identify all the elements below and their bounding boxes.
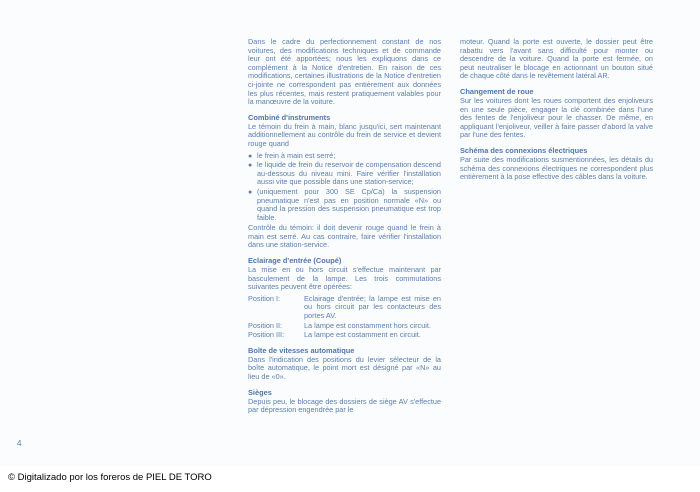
position-row — [248, 331, 441, 340]
roue-paragraph: Sur les voitures dont les roues comportent des enjoliveurs en une seule pièce, engager la clé combinée dans l'une des fentes de l'enjoliveur pour le chasser. De même, en appliquant l'enjoliveur, veiller à faire passer d'abord la valve par l'une des fentes. — [460, 95, 653, 140]
right-column — [460, 38, 653, 185]
boite-paragraph: Dans l'indication des positions du levier sélecteur de la boîte automatique, le point mort est désigné par «N» au lieu de «0». — [248, 354, 441, 381]
position-label: Position III: — [248, 330, 285, 340]
position-text: La lampe est constamment hors circuit. — [304, 320, 431, 330]
bullet-icon: ● — [248, 162, 253, 170]
bullet-icon: ● — [248, 152, 253, 160]
instruments-paragraph: Le témoin du frein à main, blanc jusqu'ici, sert maintenant additionnellement au contrôle du frein de service et devient rouge quand — [248, 121, 441, 148]
schema-paragraph: Par suite des modifications susmentionnées, les détails du schéma des connexions électriques ne correspondent plus entièrement à la pose effective des câbles dans la voiture. — [460, 154, 653, 182]
list-item: ● (uniquement pour 300 SE Cp/Ca) la suspension pneumatique n'est pas en position normale «N» ou quand la pression des suspension pneumatique est trop faible. — [248, 186, 441, 222]
positions-list — [248, 295, 441, 340]
bullet-icon: ● — [248, 188, 253, 196]
position-label: Position I: — [248, 293, 281, 303]
instruments-heading: Combiné d'instruments — [248, 112, 331, 122]
position-text: La lampe est costamment en circuit. — [304, 330, 421, 340]
sieges-continuation-paragraph: moteur. Quand la porte est ouverte, le dossier peut être rabattu vers l'avant sans difficulté pour monter ou descendre de la voiture. Quand la porte est fermée, on peut neutraliser le blocage en actionnant un bouton situé de chaque côté dans le revêtement latéral AR. — [460, 37, 653, 81]
sieges-heading: Sièges — [248, 387, 272, 397]
position-row — [248, 295, 441, 321]
control-paragraph: Contrôle du témoin: il doit devenir rouge quand le frein à main est serré. Au cas contraire, faire vérifier l'installation dans une station-service. — [248, 223, 441, 250]
position-label: Position II: — [248, 320, 283, 330]
eclairage-paragraph: La mise en ou hors circuit s'effectue maintenant par basculement de la lampe. Les trois commutations suivantes peuvent être opérées: — [248, 265, 441, 292]
instruments-bullet-list — [248, 152, 441, 223]
roue-heading: Changement de roue — [460, 86, 534, 96]
list-item: ● le frein à main est serré; — [248, 150, 336, 160]
list-item: ● le liquide de frein du reservoir de compensation descend au-dessous du niveau mini. Faire vérifier l'installation aussi vite que possible dans une station-service; — [248, 160, 441, 187]
boite-heading: Boîte de vitesses automatique — [248, 345, 355, 355]
position-row — [248, 322, 441, 331]
eclairage-heading: Eclairage d'entrée (Coupé) — [248, 256, 342, 266]
position-text: Eclairage d'entrée; la lampe est mise en ou hors circuit par les contacteurs des portes AV. — [304, 293, 441, 321]
left-column — [248, 38, 441, 418]
scan-credit-footer: © Digitalizado por los foreros de PIEL DE TORO — [8, 472, 212, 483]
sieges-paragraph: Depuis peu, le blocage des dossiers de siège AV s'effectue par dépression engendrée par le — [248, 396, 441, 415]
page-number: 4 — [17, 439, 22, 448]
intro-paragraph: Dans le cadre du perfectionnement constant de nos voitures, des modifications techniques et de commande leur ont été apportées; nous les expliquons dans ce complément à la Notice d'entretien. En raison de ces modifications, certaines illustrations de la Notice d'entretien ci-jointe ne correspondent pas entièrement aux données les plus récentes, mais restent pratiquement valables pour la manœuvre de la voiture. — [248, 37, 441, 107]
schema-heading: Schéma des connexions électriques — [460, 145, 588, 155]
